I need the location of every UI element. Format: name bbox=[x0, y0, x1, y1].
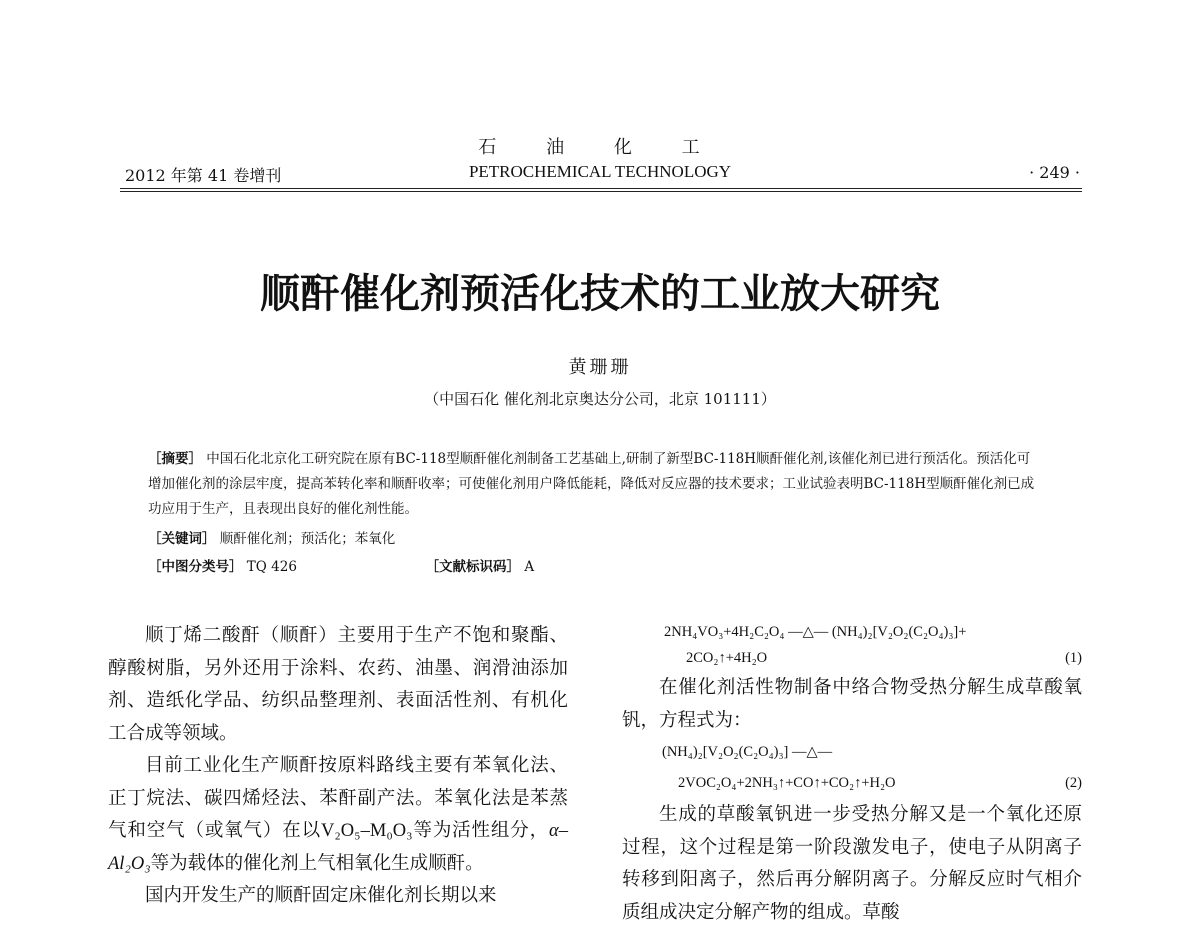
paragraph bbox=[108, 750, 568, 880]
header-rule-thin bbox=[120, 191, 1082, 192]
abstract-label: ［摘要］ bbox=[148, 451, 202, 467]
formula: V₂O₅–M₀O₃ bbox=[321, 821, 413, 841]
abstract bbox=[148, 447, 1043, 522]
clc-value: TQ 426 bbox=[246, 559, 297, 575]
paragraph: 顺丁烯二酸酐（顺酐）主要用于生产不饱和聚酯、醇酸树脂，另外还用于涂料、农药、油墨、润滑油添加剂、造纸化学品、纺织品整理剂、表面活性剂、有机化工合成等领域。 bbox=[108, 625, 568, 744]
equation-1-text: 2CO₂↑+4H₂O bbox=[686, 650, 768, 666]
article-title: 顺酐催化剂预活化技术的工业放大研究 bbox=[260, 271, 940, 317]
equation-1-line-2 bbox=[622, 644, 1082, 672]
equation-1-line-1: 2NH₄VO₃+4H₂C₂O₄ —△— (NH₄)₂[V₂O₂(C₂O₄)₃]+ bbox=[664, 624, 967, 640]
paragraph: 国内开发生产的顺酐固定床催化剂长期以来 bbox=[145, 885, 497, 906]
journal-name-en: PETROCHEMICAL TECHNOLOGY bbox=[468, 162, 732, 181]
abstract-text: 中国石化北京化工研究院在原有BC-118型顺酐催化剂制备工艺基础上,研制了新型BC-118H顺酐催化剂,该催化剂已进行预活化。预活化可增加催化剂的涂层牢度，提高苯转化率和顺酐收率；可使催化剂用户降低能耗，降低对反应器的技术要求；工业试验表明BC-118H型顺酐催化剂已成功应用于生产，且表现出良好的催化剂性能。 bbox=[148, 451, 1035, 517]
equation-2-line-1: (NH₄)₂[V₂O₂(C₂O₄)₃] —△— bbox=[662, 744, 833, 760]
keywords-text: 顺酐催化剂；预活化；苯氧化 bbox=[219, 531, 396, 547]
equation-2-number: (2) bbox=[1065, 775, 1082, 791]
journal-name-cn: 石 油 化 工 bbox=[478, 137, 722, 158]
affiliation: （中国石化 催化剂北京奥达分公司，北京 101111） bbox=[424, 390, 776, 408]
author: 黄珊珊 bbox=[568, 357, 632, 378]
keywords bbox=[148, 527, 1043, 552]
paragraph-text: 在催化剂活性物制备中络合物受热分解生成草酸氧钒，方程式为： bbox=[622, 677, 1082, 731]
paragraph bbox=[622, 672, 1082, 737]
page-number: · 249 · bbox=[1029, 163, 1080, 182]
equation-2-text: 2VOC₂O₄+2NH₃↑+CO↑+CO₂↑+H₂O bbox=[678, 775, 896, 791]
formula: α–Al₂O₃ bbox=[108, 821, 568, 874]
header-rule bbox=[120, 188, 1082, 189]
clc-label: ［中图分类号］ bbox=[148, 559, 243, 575]
paragraph bbox=[622, 799, 1082, 929]
paragraph-text: 等为活性组分， bbox=[412, 820, 550, 841]
equation-1-number: (1) bbox=[1065, 650, 1082, 666]
paragraph-text: 生成的草酸氧钒进一步受热分解又是一个氧化还原过程，这个过程是第一阶段激发电子，使电子从阴离子转移到阳离子，然后再分解阴离子。分解反应时气相介质组成决定分解产物的组成。草酸 bbox=[622, 804, 1082, 923]
classification bbox=[148, 555, 1043, 580]
left-column bbox=[108, 620, 568, 913]
paragraph-text: 等为载体的催化剂上气相氧化生成顺酐。 bbox=[150, 852, 484, 874]
equation-2-line-2 bbox=[622, 767, 1082, 799]
right-column bbox=[622, 620, 1082, 929]
paragraph-text: 目前工业化生产顺酐按原料路线主要有苯氧化法、正丁烷法、碳四烯烃法、苯酐副产法。苯氧化法是苯蒸气和空气（或氧气）在以 bbox=[108, 755, 568, 841]
issue-info: 2012 年第 41 卷增刊 bbox=[125, 166, 282, 185]
doc-code-value: A bbox=[524, 559, 535, 575]
doc-code-label: ［文献标识码］ bbox=[425, 559, 521, 575]
keywords-label: ［关键词］ bbox=[148, 531, 216, 547]
